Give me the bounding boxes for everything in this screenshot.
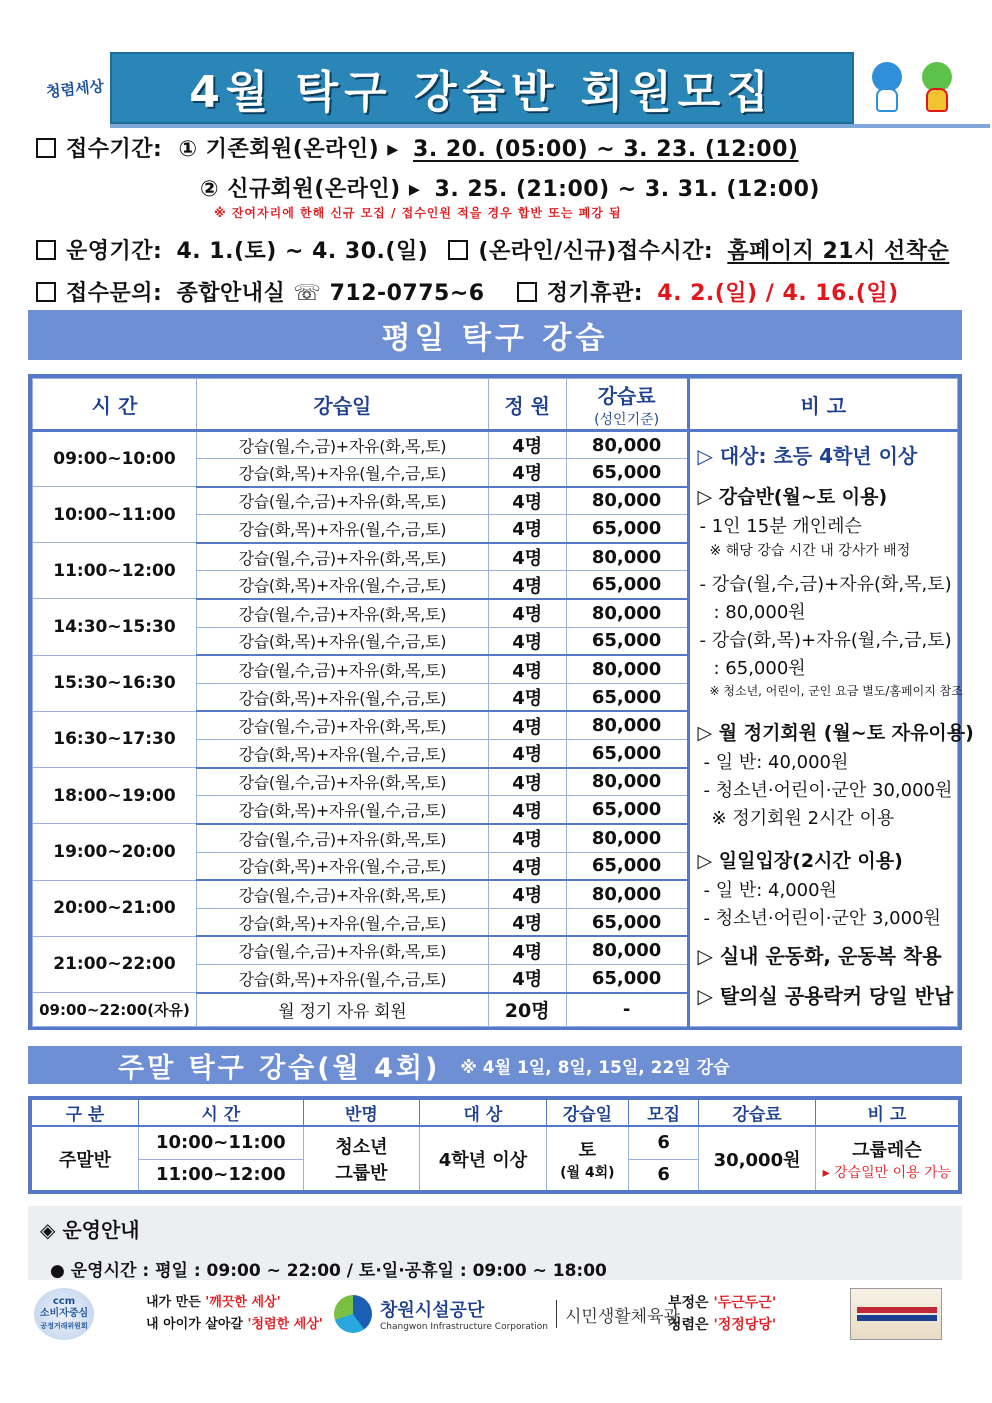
class-type: 강습(월,수,금)+자유(화,목,토) — [196, 711, 488, 739]
capacity: 4명 — [488, 599, 566, 627]
class-type: 강습(월,수,금)+자유(화,목,토) — [196, 936, 488, 964]
capacity: 4명 — [488, 880, 566, 908]
time-slot: 18:00~19:00 — [33, 768, 197, 824]
inquiry-phone: 종합안내실 ☏ 712-0775~6 — [176, 281, 485, 306]
title-underline — [110, 124, 990, 128]
capacity: 4명 — [488, 655, 566, 683]
operation-line: 운영기간: 4. 1.(토) ~ 4. 30.(일) (온라인/신규)접수시간: 홈페이지 21시 선착순 — [36, 234, 949, 265]
fee: 80,000 — [566, 936, 688, 964]
fee: 65,000 — [566, 796, 688, 824]
class-type: 강습(월,수,금)+자유(화,목,토) — [196, 599, 488, 627]
inquiry-line: 접수문의: 종합안내실 ☏ 712-0775~6 정기휴관: 4. 2.(일) / 4. 16.(일) — [36, 276, 899, 307]
header-time: 시 간 — [33, 379, 197, 431]
existing-member-period: 3. 20. (05:00) ~ 3. 23. (12:00) — [413, 137, 799, 162]
remark-line: ※ 해당 강습 시간 내 강사가 배정 — [709, 543, 911, 559]
class-type: 강습(화,목)+자유(월,수,금,토) — [196, 459, 488, 487]
checkbox-icon — [36, 138, 56, 158]
time-slot: 11:00~12:00 — [33, 543, 197, 599]
weekend-header: 비 고 — [815, 1098, 960, 1126]
remark-line: ▷ 탈의실 공용락커 당일 반납 — [697, 984, 954, 1008]
fee: 65,000 — [566, 852, 688, 880]
remark-line: - 청소년·어린이·군안 30,000원 — [703, 780, 953, 801]
reception-period-line: 접수기간: ① 기존회원(온라인) ▸ 3. 20. (05:00) ~ 3. 23. (12:00) — [36, 132, 798, 163]
mascot-green-icon — [918, 62, 956, 114]
new-member-line: ② 신규회원(온라인) ▸ 3. 25. (21:00) ~ 3. 31. (12:00) — [200, 177, 820, 202]
new-member-period: 3. 25. (21:00) ~ 3. 31. (12:00) — [434, 177, 820, 202]
weekend-header: 강습일 — [546, 1098, 628, 1126]
class-type: 강습(화,목)+자유(월,수,금,토) — [196, 683, 488, 711]
mascot-illustration — [866, 58, 962, 118]
closed-days: 4. 2.(일) / 4. 16.(일) — [657, 281, 899, 306]
time-slot: 16:30~17:30 — [33, 711, 197, 767]
capacity: 4명 — [488, 431, 566, 459]
class-type: 강습(화,목)+자유(월,수,금,토) — [196, 571, 488, 599]
table-row — [33, 431, 958, 459]
free-time: 09:00~22:00(자유) — [33, 993, 197, 1027]
weekend-target: 4학년 이상 — [420, 1126, 547, 1192]
class-type: 강습(월,수,금)+자유(화,목,토) — [196, 880, 488, 908]
weekend-header: 강습료 — [699, 1098, 816, 1126]
capacity: 4명 — [488, 768, 566, 796]
remark-line: - 일 반: 4,000원 — [703, 880, 837, 901]
capacity: 4명 — [488, 824, 566, 852]
fee: 80,000 — [566, 768, 688, 796]
capacity: 4명 — [488, 627, 566, 655]
weekend-table — [28, 1096, 962, 1194]
fee: 65,000 — [566, 683, 688, 711]
class-type: 강습(화,목)+자유(월,수,금,토) — [196, 740, 488, 768]
weekend-header: 시 간 — [138, 1098, 303, 1126]
fee: 80,000 — [566, 711, 688, 739]
fee: 80,000 — [566, 655, 688, 683]
weekend-remark: 그룹레슨 ▸ 강습일만 이용 가능 — [815, 1126, 960, 1192]
capacity: 4명 — [488, 683, 566, 711]
weekend-header: 구 분 — [30, 1098, 138, 1126]
checkbox-icon — [36, 240, 56, 260]
fee: 65,000 — [566, 965, 688, 993]
header — [28, 52, 964, 126]
remark-line: ▷ 대상: 초등 4학년 이상 — [697, 444, 918, 468]
remark-line: - 일 반: 40,000원 — [703, 752, 849, 773]
remark-line: ※ 정기회원 2시간 이용 — [711, 808, 895, 829]
time-slot: 10:00~11:00 — [33, 487, 197, 543]
class-type: 강습(월,수,금)+자유(화,목,토) — [196, 487, 488, 515]
weekend-header: 모집 — [629, 1098, 699, 1126]
weekend-header: 반명 — [303, 1098, 420, 1126]
capacity: 4명 — [488, 852, 566, 880]
header-fee: 강습료 (성인기준) — [566, 379, 688, 431]
time-slot: 21:00~22:00 — [33, 936, 197, 992]
time-slot: 19:00~20:00 — [33, 824, 197, 880]
time-slot: 14:30~15:30 — [33, 599, 197, 655]
ccm-badge: ccm 소비자중심 공정거래위원회 — [34, 1288, 94, 1340]
weekend-section-title: 주말 탁구 강습(월 4회) — [118, 1052, 441, 1084]
capacity: 4명 — [488, 459, 566, 487]
capacity: 4명 — [488, 936, 566, 964]
class-type: 강습(월,수,금)+자유(화,목,토) — [196, 824, 488, 852]
remark-line: ▷ 일일입장(2시간 이용) — [697, 850, 903, 872]
remarks-column — [688, 431, 974, 1027]
header-count: 정 원 — [488, 379, 566, 431]
class-type: 강습(화,목)+자유(월,수,금,토) — [196, 965, 488, 993]
facility-name: 시민생활체육관 — [564, 1306, 680, 1327]
fee: 80,000 — [566, 543, 688, 571]
page-title: 4월 탁구 강습반 회원모집 — [189, 67, 775, 118]
fee: 80,000 — [566, 880, 688, 908]
reception-note: ※ 잔여자리에 한해 신규 모집 / 접수인원 적을 경우 합반 또는 폐강 됨 — [214, 206, 622, 220]
capacity: 4명 — [488, 487, 566, 515]
class-type: 강습(화,목)+자유(월,수,금,토) — [196, 796, 488, 824]
weekend-category: 주말반 — [30, 1126, 138, 1192]
weekend-section-bar — [28, 1046, 962, 1084]
fee: 65,000 — [566, 459, 688, 487]
checkbox-icon — [517, 282, 537, 302]
fee: 80,000 — [566, 824, 688, 852]
remark-line: ▷ 강습반(월~토 이용) — [697, 486, 888, 508]
fee: 65,000 — [566, 515, 688, 543]
weekday-section-title: 평일 탁구 강습 — [28, 310, 962, 360]
weekend-fee: 30,000원 — [699, 1126, 816, 1192]
fee: 80,000 — [566, 487, 688, 515]
mascot-blue-icon — [868, 62, 906, 114]
remark-line: : 80,000원 — [713, 602, 806, 623]
weekend-day: 토 (월 4회) — [546, 1126, 628, 1192]
time-slot: 15:30~16:30 — [33, 655, 197, 711]
fee: 80,000 — [566, 431, 688, 459]
checkbox-icon — [448, 240, 468, 260]
remark-line: : 65,000원 — [713, 658, 806, 679]
class-type: 강습(화,목)+자유(월,수,금,토) — [196, 627, 488, 655]
clean-world-logo: 청렴세상 — [45, 76, 105, 101]
integrity-slogan: 내가 만든 '깨끗한 세상' 내 아이가 살아갈 '청렴한 세상' — [146, 1295, 323, 1332]
weekend-section-note: ※ 4월 1일, 8일, 15일, 22일 강습 — [460, 1057, 730, 1078]
capacity: 4명 — [488, 571, 566, 599]
class-type: 강습(월,수,금)+자유(화,목,토) — [196, 655, 488, 683]
weekend-header: 대 상 — [420, 1098, 547, 1126]
capacity: 4명 — [488, 543, 566, 571]
capacity: 4명 — [488, 740, 566, 768]
online-reception-time: 홈페이지 21시 선착순 — [727, 239, 950, 264]
footer — [28, 1284, 962, 1344]
class-type: 강습(월,수,금)+자유(화,목,토) — [196, 431, 488, 459]
free-fee: - — [566, 993, 688, 1027]
class-type: 강습(화,목)+자유(월,수,금,토) — [196, 908, 488, 936]
weekend-class-name: 청소년 그룹반 — [303, 1126, 420, 1192]
weekend-time-2: 11:00~12:00 — [138, 1159, 303, 1192]
class-type: 강습(월,수,금)+자유(화,목,토) — [196, 768, 488, 796]
operation-heading: ◈ 운영안내 — [40, 1218, 140, 1242]
operation-info — [28, 1206, 962, 1280]
title-bar — [110, 52, 854, 124]
remark-line: - 1인 15분 개인레슨 — [699, 516, 862, 537]
time-slot: 09:00~10:00 — [33, 431, 197, 487]
remark-line: - 강습(월,수,금)+자유(화,목,토) — [699, 574, 952, 595]
header-class: 강습일 — [196, 379, 488, 431]
remark-line: - 청소년·어린이·군안 3,000원 — [703, 908, 941, 929]
fee: 65,000 — [566, 627, 688, 655]
free-capacity: 20명 — [488, 993, 566, 1027]
weekday-table — [32, 378, 974, 1027]
corporation-mark-icon — [334, 1295, 372, 1333]
capacity: 4명 — [488, 965, 566, 993]
capacity: 4명 — [488, 515, 566, 543]
class-type: 강습(화,목)+자유(월,수,금,토) — [196, 852, 488, 880]
operation-period: 4. 1.(토) ~ 4. 30.(일) — [176, 239, 429, 264]
operation-hours: ● 운영시간 : 평일 : 09:00 ~ 22:00 / 토·일·공휴일 : 09:00 ~ 18:00 — [50, 1261, 607, 1281]
weekend-count-2: 6 — [629, 1159, 699, 1192]
capacity: 4명 — [488, 796, 566, 824]
fee: 65,000 — [566, 571, 688, 599]
class-type: 강습(월,수,금)+자유(화,목,토) — [196, 543, 488, 571]
header-remarks: 비 고 — [688, 379, 957, 431]
time-slot: 20:00~21:00 — [33, 880, 197, 936]
remark-line: ※ 청소년, 어린이, 군인 요금 별도/홈페이지 참조 — [709, 684, 963, 698]
fee: 80,000 — [566, 599, 688, 627]
remark-line: - 강습(화,목)+자유(월,수,금,토) — [699, 630, 952, 651]
remark-line: ▷ 월 정기회원 (월~토 자유이용) — [697, 722, 974, 744]
remark-line: ▷ 실내 운동화, 운동복 착용 — [697, 944, 942, 968]
anti-corruption-slogan: 부정은 '두근두근' 청렴은 '정정당당' — [668, 1295, 777, 1333]
checkbox-icon — [36, 282, 56, 302]
capacity: 4명 — [488, 711, 566, 739]
free-class: 월 정기 자유 회원 — [196, 993, 488, 1027]
fee: 65,000 — [566, 908, 688, 936]
class-type: 강습(화,목)+자유(월,수,금,토) — [196, 515, 488, 543]
corporation-logo: 창원시설공단 Changwon Infrastructure Corporation 시민생활체육관 — [334, 1292, 680, 1336]
weekend-time-1: 10:00~11:00 — [138, 1126, 303, 1159]
certification-emblem-icon — [850, 1288, 942, 1340]
weekend-count-1: 6 — [629, 1126, 699, 1159]
capacity: 4명 — [488, 908, 566, 936]
fee: 65,000 — [566, 740, 688, 768]
